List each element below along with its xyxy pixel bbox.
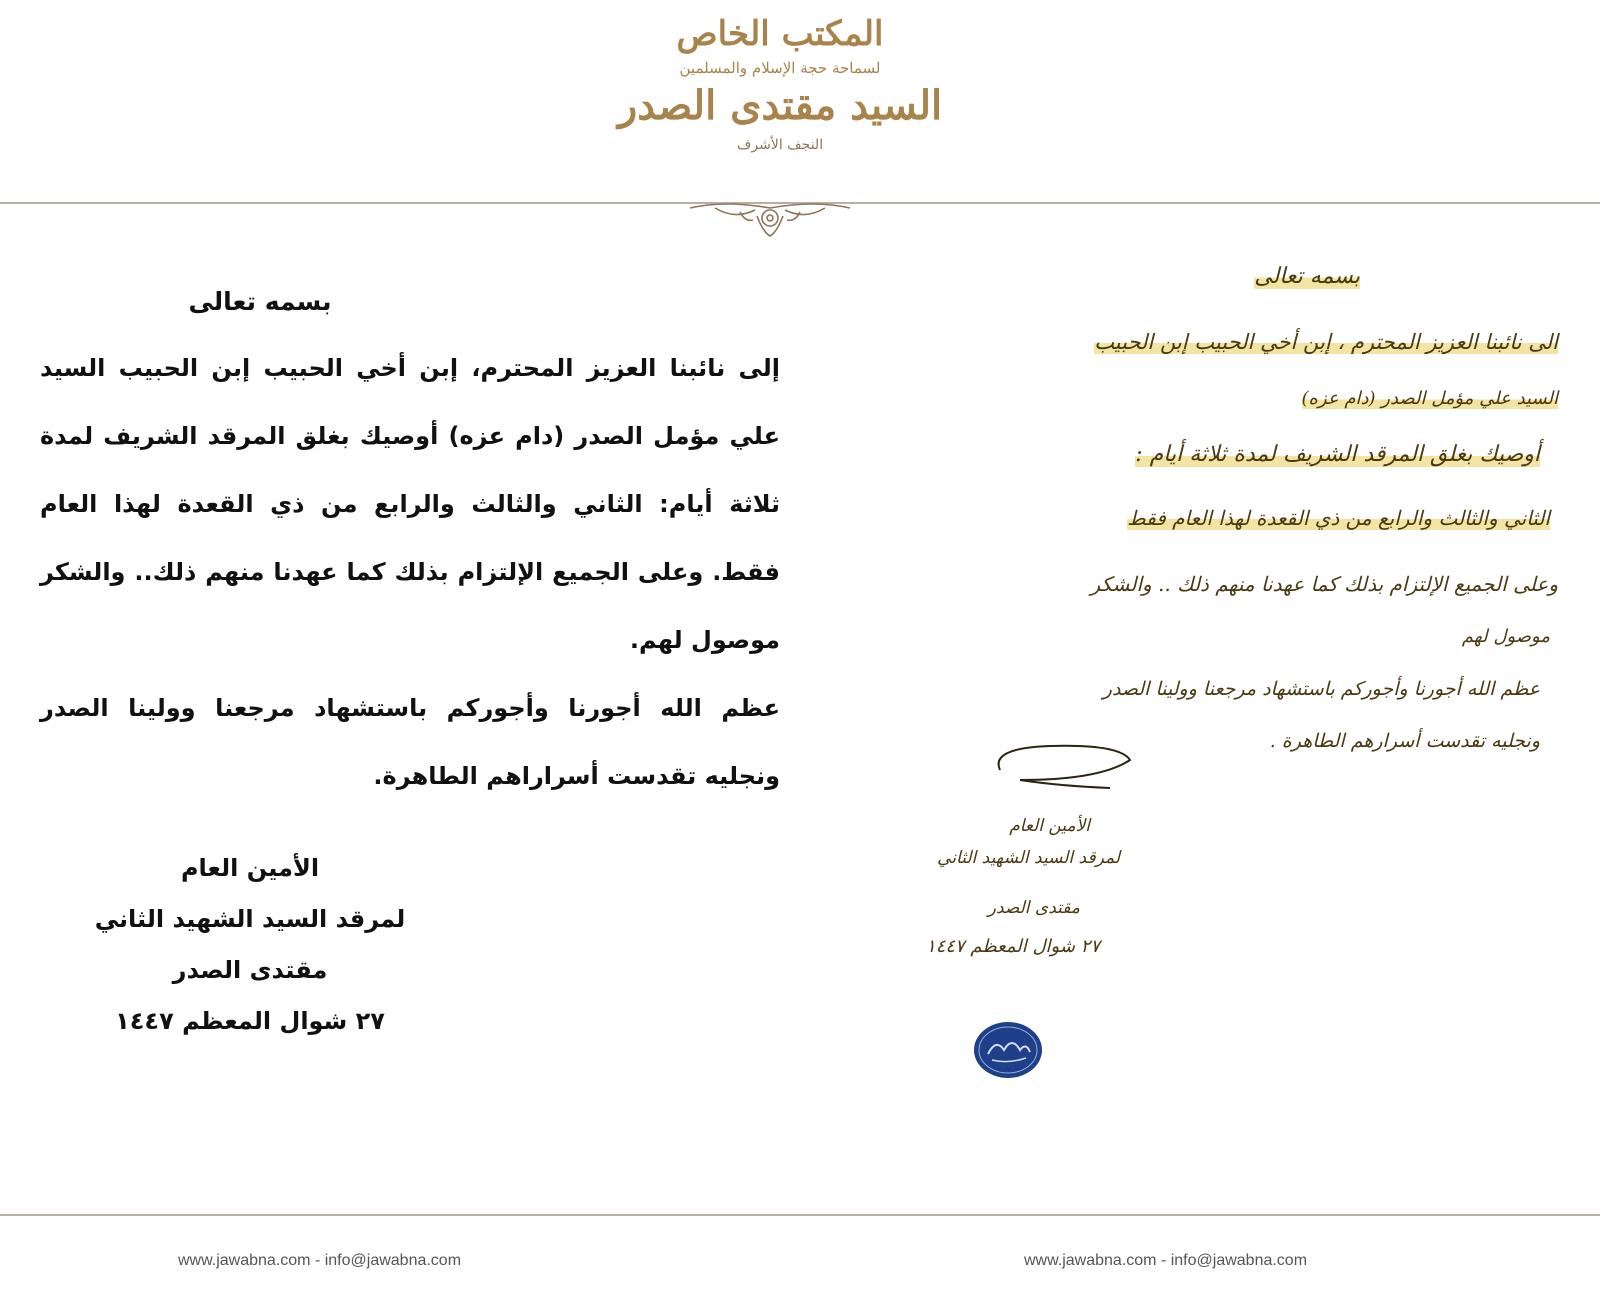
- signature-title: الأمين العام: [180, 854, 320, 882]
- footer-contact-right[interactable]: www.jawabna.com - info@jawabna.com: [1024, 1252, 1308, 1269]
- handwritten-letter: [880, 250, 1580, 1130]
- footer-contact-left[interactable]: www.jawabna.com - info@jawabna.com: [178, 1252, 462, 1269]
- handwritten-line: موصول لهم: [1461, 626, 1550, 647]
- handwritten-sign-line: مقتدى الصدر: [987, 898, 1080, 918]
- handwritten-line: أوصيك بغلق المرقد الشريف لمدة ثلاثة أيام :: [1135, 442, 1540, 467]
- handwritten-line: السيد علي مؤمل الصدر (دام عزه): [1301, 388, 1558, 409]
- handwritten-sign-line: لمرقد السيد الشهيد الثاني: [937, 848, 1120, 868]
- typed-signature-block: [70, 843, 430, 1047]
- footer-divider: [0, 1214, 1600, 1216]
- typed-letter: [40, 270, 780, 810]
- handwritten-line: الى نائبنا العزيز المحترم ، إبن أخي الحبيب إبن الحبيب: [1094, 330, 1558, 354]
- handwritten-line: الثاني والثالث والرابع من ذي القعدة لهذا العام فقط: [1127, 506, 1550, 530]
- handwritten-line: عظم الله أجورنا وأجوركم باستشهاد مرجعنا وولينا الصدر: [1102, 678, 1540, 700]
- official-seal-icon: [972, 1020, 1044, 1080]
- office-title: المكتب الخاص: [676, 14, 884, 54]
- office-name: السيد مقتدى الصدر: [617, 82, 943, 129]
- letter-condolence: عظم الله أجورنا وأجوركم باستشهاد مرجعنا وولينا الصدر ونجليه تقدست أسراراهم الطاهرة.: [40, 694, 780, 790]
- signature-date: ٢٧ شوال المعظم ١٤٤٧: [115, 1007, 385, 1035]
- handwritten-line: ونجليه تقدست أسرارهم الطاهرة .: [1269, 730, 1540, 752]
- signature-scribble-icon: [980, 740, 1140, 800]
- signature-name: مقتدى الصدر: [172, 956, 328, 984]
- letterhead: [0, 0, 1600, 250]
- office-emblem: [600, 10, 960, 200]
- handwritten-line: بسمه تعالى: [1254, 264, 1360, 289]
- handwritten-sign-line: الأمين العام: [1009, 816, 1090, 836]
- signature-organization: لمرقد السيد الشهيد الثاني: [94, 905, 406, 933]
- office-subtitle: لسماحة حجة الإسلام والمسلمين: [679, 59, 881, 77]
- letter-heading: بسمه تعالى: [188, 287, 332, 316]
- letter-body: إلى نائبنا العزيز المحترم، إبن أخي الحبيب إبن الحبيب السيد علي مؤمل الصدر (دام عزه) أوصيك بغلق المرقد الشريف لمدة ثلاثة أيام: الثاني والثالث والرابع من ذي القعدة لهذا العام فقط. وعلى الجميع الإلتزام بذلك كما عهدنا منهم ذلك.. والشكر موصول لهم.: [40, 354, 780, 654]
- ornament-icon: [685, 198, 855, 242]
- office-location: النجف الأشرف: [736, 137, 824, 153]
- handwritten-line: وعلى الجميع الإلتزام بذلك كما عهدنا منهم ذلك .. والشكر: [1090, 572, 1558, 596]
- handwritten-sign-line: ٢٧ شوال المعظم ١٤٤٧: [926, 936, 1100, 957]
